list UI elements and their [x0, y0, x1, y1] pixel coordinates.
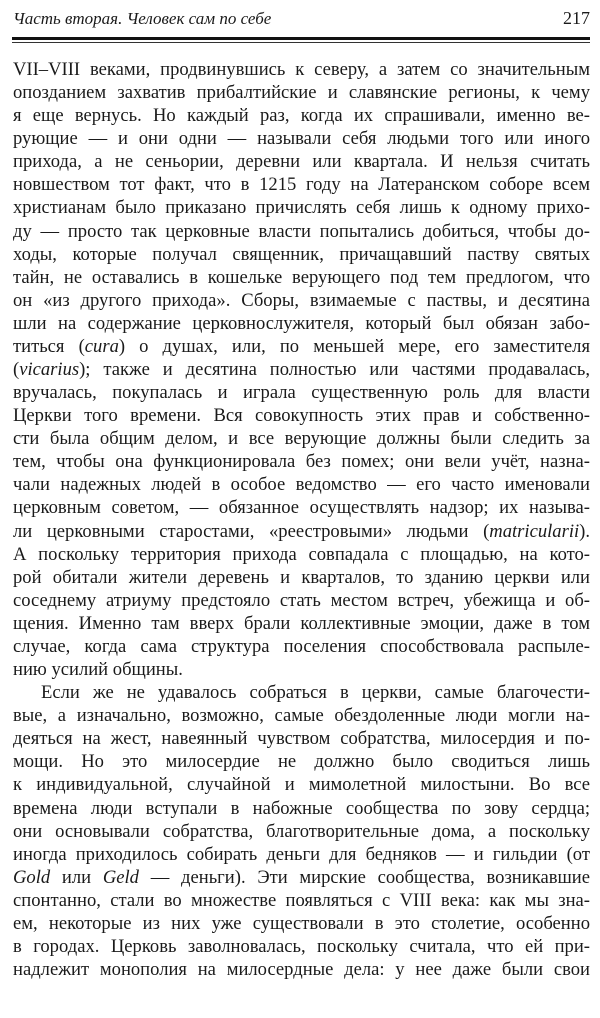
page-number: 217	[563, 8, 590, 28]
text-line	[13, 773, 590, 796]
text-segment: он «из другого прихода». Сборы, взимаемые с паствы, и десятина	[13, 289, 590, 311]
text-segment: вручалась, покупалась и играла существенную роль для власти	[13, 382, 590, 404]
text-line	[13, 58, 590, 81]
text-line	[13, 589, 590, 612]
running-header-title: Часть вторая. Человек сам по себе	[13, 9, 272, 28]
text-segment: — деньги). Эти мирские сообщества, возникавшие	[138, 866, 590, 888]
text-line	[13, 196, 590, 219]
italic-term: Gold	[13, 866, 51, 888]
text-line	[13, 935, 590, 958]
text-line	[13, 358, 590, 381]
text-line	[13, 843, 590, 866]
text-line	[13, 81, 590, 104]
text-line	[13, 496, 590, 519]
text-segment: рующие — и они одни — называли себя людьми того или иного	[13, 128, 590, 150]
text-segment: (	[13, 359, 20, 381]
text-line	[13, 635, 590, 658]
text-line	[13, 312, 590, 335]
text-segment: тайн, не оставались в кошельке верующего под тем предлогом, что	[13, 266, 590, 288]
text-segment: соседнему атриуму предстояло стать местом встреч, убежища и об-	[13, 589, 590, 611]
text-segment: тем, чтобы она функционировала без помех; они вели учёт, назна-	[13, 451, 590, 473]
text-segment: сти была общим делом, и все верующие должны были следить за	[13, 428, 590, 450]
text-segment: чали надежных людей в особое ведомство — его часто именовали	[13, 474, 590, 496]
text-segment: я еще вернусь. Но каждый раз, когда их спрашивали, именно ве-	[13, 105, 590, 127]
text-line	[13, 727, 590, 750]
text-line	[13, 243, 590, 266]
text-segment: ).	[579, 520, 590, 542]
text-segment: нию усилий общины.	[13, 659, 183, 681]
text-segment: спонтанно, стали во множестве появляться с VIII века: как мы зна-	[13, 889, 590, 911]
text-segment: прихода, а не сеньории, деревни или квартала. И нельзя считать	[13, 151, 590, 173]
text-segment: А поскольку территория прихода совпадала с площадью, на кото-	[13, 543, 590, 565]
text-segment: щения. Именно там вверх брали коллективные эмоции, даже в том	[13, 612, 590, 634]
text-line	[13, 958, 590, 981]
text-segment: к индивидуальной, случайной и мимолетной милостыни. Во все	[13, 774, 590, 796]
text-line	[13, 266, 590, 289]
text-line	[13, 150, 590, 173]
header-rule-thick	[12, 37, 590, 40]
text-line	[13, 404, 590, 427]
text-segment: надлежит монополия на милосердные дела: у нее даже были свои	[13, 959, 590, 981]
text-line	[13, 658, 590, 681]
text-segment: ду — просто так церковные власти попытались добиться, чтобы до-	[13, 220, 590, 242]
text-line	[13, 543, 590, 566]
text-segment: опозданием захватив прибалтийские и славянские регионы, к чему	[13, 82, 590, 104]
text-line	[13, 566, 590, 589]
text-line	[13, 173, 590, 196]
text-segment: ем, некоторые из них уже существовали в это столетие, особенно	[13, 912, 590, 934]
text-line	[13, 473, 590, 496]
text-line	[13, 889, 590, 912]
page-body	[13, 58, 590, 981]
text-line	[13, 866, 590, 889]
text-segment: титься (	[13, 335, 85, 357]
text-line	[13, 520, 590, 543]
text-segment: времена люди вступали в набожные сообщества по зову сердца;	[13, 797, 590, 819]
text-segment: Если же не удавалось собраться в церкви, самые благочести-	[41, 682, 590, 704]
text-line	[13, 127, 590, 150]
text-segment: ) о душах, или, по меньшей мере, его заместителя	[118, 335, 590, 357]
italic-term: cura	[84, 335, 119, 357]
text-segment: церковным советом, — обязанное осуществлять надзор; их называ-	[13, 497, 590, 519]
text-line	[13, 750, 590, 773]
text-line	[13, 912, 590, 935]
text-segment: случае, когда сама структура поселения способствовала распыле-	[13, 635, 590, 657]
text-segment: мощи. Но это милосердие не должно было сводиться лишь	[13, 751, 590, 773]
text-line	[13, 381, 590, 404]
text-segment: в городах. Церковь заволновалась, поскольку считала, что ей при-	[13, 935, 590, 957]
text-segment: шли на содержание церковнослужителя, который был обязан забо-	[13, 312, 590, 334]
italic-term: vicarius	[19, 359, 80, 381]
text-line	[13, 612, 590, 635]
text-segment: или	[50, 866, 103, 888]
text-line	[13, 820, 590, 843]
text-segment: ли церковными старостами, «реестровыми» людьми (	[13, 520, 490, 542]
text-segment: деяться на жест, навеянный чувством собратства, милосердия и по-	[13, 728, 590, 750]
text-line	[13, 681, 590, 704]
text-segment: они основывали собратства, благотворительные дома, а поскольку	[13, 820, 590, 842]
running-header	[13, 6, 590, 32]
text-line	[13, 335, 590, 358]
text-line	[13, 220, 590, 243]
italic-term: Geld	[102, 866, 139, 888]
text-segment: ходы, которые получал священник, причащавший паству святых	[13, 243, 590, 265]
text-segment: VII–VIII веками, продвинувшись к северу, а затем со значительным	[13, 59, 590, 80]
header-rule-thin	[12, 42, 590, 43]
text-line	[13, 427, 590, 450]
text-line	[13, 104, 590, 127]
text-segment: новшеством тот факт, что в 1215 году на Латеранском соборе всем	[13, 174, 590, 196]
text-line	[13, 289, 590, 312]
text-segment: иногда приходилось собирать деньги для бедняков — и гильдии (от	[13, 843, 590, 865]
text-line	[13, 704, 590, 727]
text-line	[13, 450, 590, 473]
text-segment: христианам было приказано причислять себя лишь к одному прихо-	[13, 197, 590, 219]
italic-term: matricularii	[489, 520, 580, 542]
text-segment: вые, а изначально, возможно, самые обездоленные люди могли на-	[13, 705, 590, 727]
text-segment: рой обитали жители деревень и кварталов, то зданию церкви или	[13, 566, 590, 588]
text-line	[13, 797, 590, 820]
text-segment: Церкви того времени. Вся совокупность этих прав и собственно-	[13, 405, 590, 427]
text-segment: ); также и десятина полностью или частями продавалась,	[79, 359, 590, 381]
